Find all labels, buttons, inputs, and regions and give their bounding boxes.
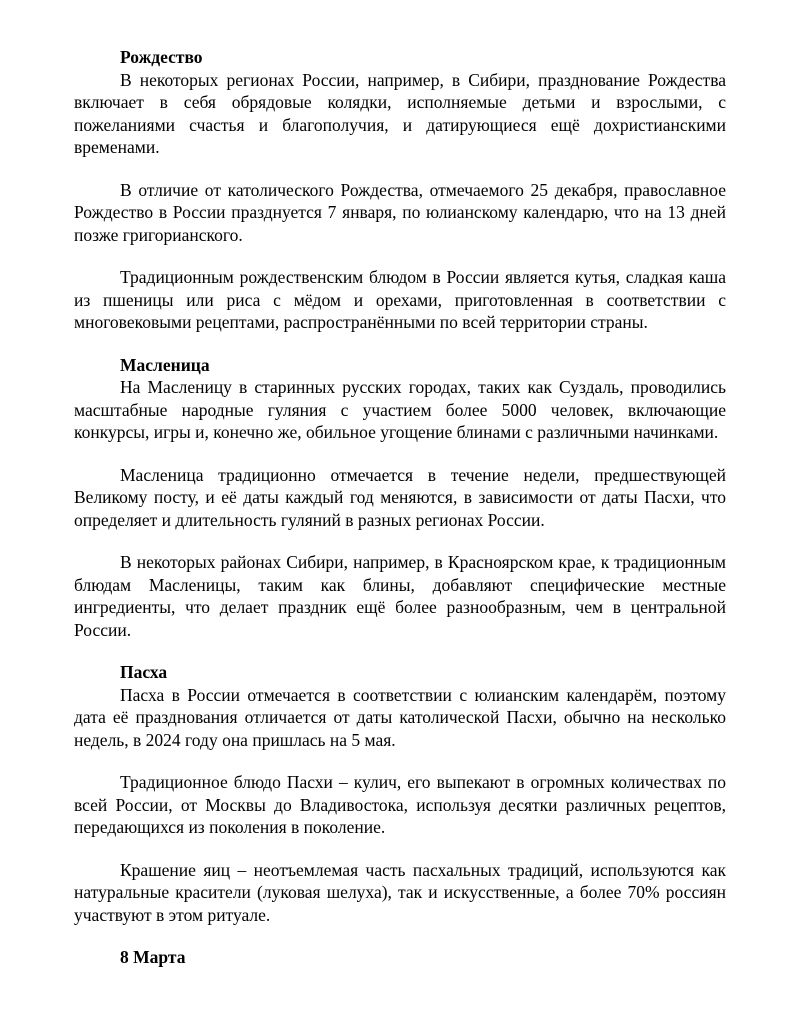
paragraph: На Масленицу в старинных русских городах, таких как Суздаль, проводились масштабные народные гуляния с участием более 5000 человек, включающие конкурсы, игры и, конечно же, обильное угощение блинами с различными начинками. [74,377,726,442]
paragraph: В некоторых районах Сибири, например, в Красноярском крае, к традиционным блюдам Масленицы, таким как блины, добавляют специфические местные ингредиенты, что делает праздник ещё более разнообразным, чем в центральной России. [74,552,726,640]
section-easter [74,661,726,926]
section-heading: Рождество [120,47,203,67]
section-heading: Пасха [120,662,168,682]
paragraph: Крашение яиц – неотъемлемая часть пасхальных традиций, используются как натуральные красители (луковая шелуха), так и искусственные, а более 70% россиян участвуют в этом ритуале. [74,859,726,925]
paragraph: В некоторых регионах России, например, в Сибири, празднование Рождества включает в себя обрядовые колядки, исполняемые детьми и взрослыми, с пожеланиями счастья и благополучия, и датирующиеся ещё дохристианскими временами. [74,69,726,157]
paragraph: В отличие от католического Рождества, отмечаемого 25 декабря, православное Рождество в России празднуется 7 января, по юлианскому календарю, что на 13 дней позже григорианского. [74,179,726,245]
paragraph: Традиционным рождественским блюдом в России является кутья, сладкая каша из пшеницы или риса с мёдом и орехами, приготовленная в соответствии с многовековыми рецептами, распространёнными по всей территории страны. [74,267,726,332]
section-march-8 [74,946,726,969]
paragraph: Пасха в России отмечается в соответствии с юлианским календарём, поэтому дата её празднования отличается от даты католической Пасхи, обычно на несколько недель, в 2024 году она пришлась на 5 мая. [74,684,726,750]
paragraph: Традиционное блюдо Пасхи – кулич, его выпекают в огромных количествах по всей России, от Москвы до Владивостока, используя десятки различных рецептов, передающихся из поколения в поколение. [74,772,726,837]
paragraph: Масленица традиционно отмечается в течение недели, предшествующей Великому посту, и её даты каждый год меняются, в зависимости от даты Пасхи, что определяет и длительность гуляний в разных регионах России. [74,464,726,530]
section-christmas [74,46,726,334]
section-heading: 8 Марта [120,947,186,967]
section-maslenitsa [74,354,726,642]
document-page [74,46,726,969]
section-heading: Масленица [120,354,210,375]
